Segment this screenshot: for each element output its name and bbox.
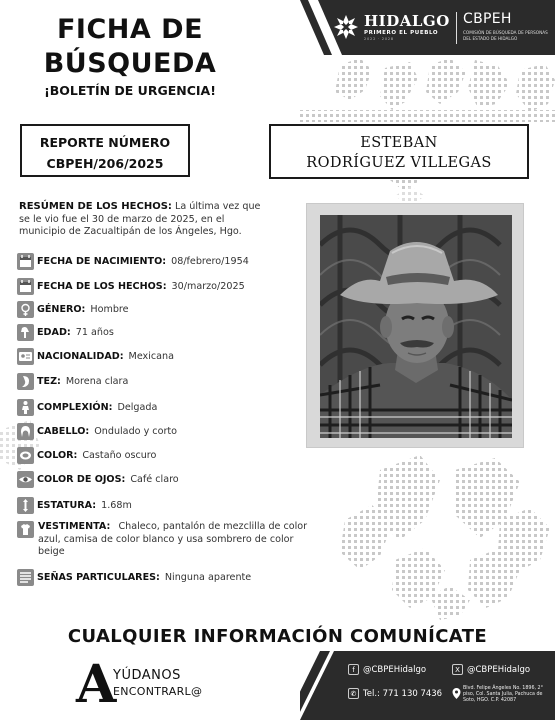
detail-label: FECHA DE LOS HECHOS: [37,280,167,292]
marks-icon [17,569,34,586]
page-title-line2: BÚSQUEDA [43,48,217,79]
detail-field [17,445,297,465]
detail-label: NACIONALIDAD: [37,350,124,362]
detail-value: Castaño oscuro [82,449,157,461]
height-icon [17,497,34,514]
phone-icon: ✆ [348,688,359,699]
id-card-icon [17,348,34,365]
color-icon [17,447,34,464]
gender-icon [17,301,34,318]
hair-icon [17,423,34,440]
phone-contact[interactable] [348,688,442,699]
report-number: CBPEH/206/2025 [46,156,164,171]
help-find-line1: YÚDANOS [113,668,181,683]
logo-period-text: 2022 · 2028 [364,36,394,41]
urgency-subtitle: ¡BOLETÍN DE URGENCIA! [44,83,216,98]
detail-value: 08/febrero/1954 [171,255,249,267]
detail-field [17,469,297,489]
detail-field [17,251,297,271]
detail-label: CABELLO: [37,425,90,437]
detail-value: 1.68m [101,499,132,511]
hidalgo-logo [333,9,453,45]
detail-label: TEZ: [37,375,61,387]
detail-label: FECHA DE NACIMIENTO: [37,255,167,267]
shirt-icon [17,521,34,538]
twitter-handle: @CBPEHidalgo [467,664,531,675]
person-first-name: ESTEBAN [360,135,438,151]
detail-value: Morena clara [65,375,129,387]
detail-field [17,346,297,366]
marks-value: Ninguna aparente [164,571,252,583]
location-pin-icon [452,688,461,699]
phone-number: Tel.: 771 130 7436 [363,688,443,699]
facebook-icon: f [348,664,359,675]
facebook-handle: @CBPEHidalgo [363,664,427,675]
org-abbreviation: CBPEH [463,11,512,27]
detail-label: EDAD: [37,326,71,338]
summary-text: La última vez que se le vio fue el 30 de marzo de 2025, en el municipio de Zacualtipán de los Ángeles, Hgo. [19,201,261,237]
detail-field [17,397,297,417]
detail-label: COLOR: [37,449,78,461]
facebook-contact[interactable] [348,664,426,675]
logo-sub-text: PRIMERO EL PUEBLO [364,29,439,36]
detail-label: COMPLEXIÓN: [37,401,113,413]
age-icon [17,324,34,341]
facts-summary [19,201,269,239]
detail-field [17,299,297,319]
clothing-label: VESTIMENTA: [38,521,111,532]
summary-label: RESÚMEN DE LOS HECHOS: [19,201,172,212]
logo-main-text: HIDALGO [364,11,450,30]
report-number-box [20,124,190,177]
person-name-box [269,124,529,179]
detail-field [17,371,297,391]
help-find-line2: ENCONTRARL@ [113,685,203,698]
detail-value: Ondulado y corto [94,425,178,437]
detail-label: COLOR DE OJOS: [37,473,126,485]
marks-label: SEÑAS PARTICULARES: [37,571,160,583]
contact-call-to-action: CUALQUIER INFORMACIÓN COMUNÍCATE [67,626,488,647]
twitter-contact[interactable] [452,664,530,675]
person-last-name: RODRÍGUEZ VILLEGAS [306,155,492,171]
body-icon [17,399,34,416]
detail-value: 71 años [75,326,114,338]
marks-field [17,567,297,587]
header-divider [456,12,457,44]
detail-label: GÉNERO: [37,303,86,315]
photo-illustration [320,215,512,438]
photo-frame [306,203,524,448]
clothing-value: Chaleco, pantalón de mezclilla de color azul, camisa de color blanco y usa sombrero de color beige [38,521,308,557]
skin-icon [17,373,34,390]
detail-value: Mexicana [128,350,175,362]
detail-field [17,495,297,515]
org-full-name: COMISIÓN DE BÚSQUEDA DE PERSONAS DEL ESTADO DE HIDALGO [463,30,548,41]
detail-field [17,322,297,342]
detail-value: 30/marzo/2025 [171,280,245,292]
person-photo [320,215,512,438]
help-find-logo-letter: A [76,654,117,715]
calendar-icon [17,253,34,270]
detail-field [17,421,297,441]
eye-icon [17,471,34,488]
office-address: Blvd. Felipe Ángeles No. 1896, 2° piso, Col. Santa Julia, Pachuca de Soto, HGO. C.P. 42087 [463,686,544,703]
x-twitter-icon: X [452,664,463,675]
detail-label: ESTATURA: [37,499,97,511]
detail-value: Hombre [90,303,129,315]
calendar-icon [17,278,34,295]
detail-field [17,276,297,296]
detail-value: Café claro [130,473,179,485]
hidalgo-emblem-icon [333,14,359,40]
clothing-field [17,521,317,559]
detail-value: Delgada [117,401,158,413]
report-label: REPORTE NÚMERO [39,135,171,150]
page-title-line1: FICHA DE [56,14,204,45]
